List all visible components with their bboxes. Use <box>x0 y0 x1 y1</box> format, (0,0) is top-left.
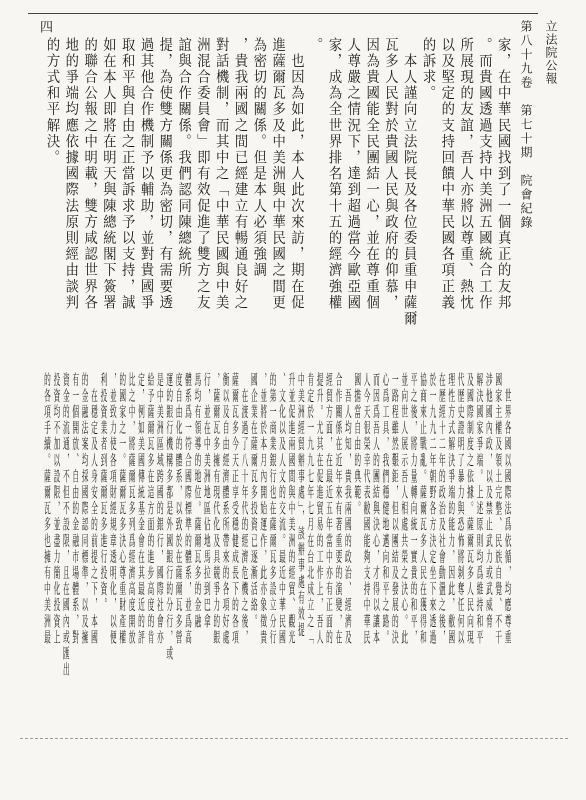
text-column: 世界各國以國際法爲依循，均應尊重 <box>503 372 512 646</box>
text-column: 以及堅定的支持回饋中華民國各項正義 <box>439 37 454 311</box>
text-column: 涉他國內政，以及禁止武力或武威脅 <box>484 372 493 630</box>
text-column: 過其他合作機制予以輔助，並對貴國爭 <box>138 37 153 311</box>
text-column: 運的銀行機構多都是外國銀行的分行，或 <box>165 372 173 662</box>
text-column: 的各項手續。薩爾瓦多也擁有中美洲最 <box>43 372 51 646</box>
text-column: 經貿方面，在最近五年當中亦有正面的 <box>325 372 333 646</box>
text-column: 資金的流通，不但不設限，且在國內或匯出 <box>61 372 70 678</box>
text-column: 而因爲吾人的團結與決心，才得以讓本 <box>372 372 380 646</box>
text-column: 的金融法案均採國際認同標準，以及擁 <box>80 372 89 646</box>
text-column: 及國際制度之依據。薩爾瓦多人民向現 <box>466 372 474 646</box>
text-column: 在穩定及人身安全的前提之下，本國 <box>90 372 98 646</box>
text-column: 體系爲一符合國際標準的體系，並爲高 <box>184 372 192 646</box>
text-column: 定，例如美國傳統基金會在其最近的評 <box>137 372 145 646</box>
publication-title: 立法院公報 <box>544 20 558 85</box>
text-column: 心爲工具，我們穩健地邁向和平之路。 <box>381 372 389 646</box>
text-column: ，貴我兩國之間已經建立有暢通良好之 <box>232 37 247 311</box>
body-text-lower <box>42 372 512 752</box>
text-column: 衡以及自由經濟體系所帶來的各項好處 <box>221 372 230 646</box>
text-column: 於一九九二年朝野各方決定坐下來透過 <box>428 372 436 646</box>
text-column: 人今天很榮幸代表敝國能夠支持中華民 <box>362 372 371 646</box>
text-column: 一路程雖然艱鉅，但以團結及發展的決 <box>390 372 399 646</box>
text-column: 如在本人即將在明天與陳總統閣下簽署 <box>100 37 116 311</box>
text-column: 所展現的友誼，吾人亦將以尊重、熱忱 <box>457 37 473 311</box>
text-column: 有一個開放、自由的金融市場體系，對 <box>71 372 79 646</box>
text-column: 的訴求。 <box>420 37 435 102</box>
text-column: ，並將於本月內開始運作，此亦象徵貴 <box>259 372 267 646</box>
text-column: 比之中，將薩爾瓦多列爲經濟高度開放 <box>127 372 136 646</box>
text-column: 為密切的關係。但是本人必須強調 <box>251 37 266 279</box>
text-column: 平之後，將力量轉向統一實貴的和平， <box>409 372 418 646</box>
text-column: 升並促進兩國間與中美洲的經貿、觀光 <box>287 372 295 646</box>
body-text-upper <box>42 37 512 367</box>
text-column: 肯定於一九九七年七月在台北成立之「 <box>306 372 314 646</box>
text-column: 洲混合委員會」即有效促進了雙方之友 <box>194 37 210 311</box>
text-column: 吾人均知，貴我兩國的政治、經濟及 <box>343 372 352 646</box>
text-column: 理性方式解決爭端的能力，因此，敝國 <box>447 372 455 646</box>
header-rule <box>28 13 538 14</box>
text-column: 行，並在中美洲地區佔地馬拉到巴拿 <box>202 372 211 630</box>
text-column: 國企業在薩爾瓦多投資已逐漸活絡。 <box>249 372 258 630</box>
text-column: 因為貴國能全民團結一心，並在尊重個 <box>363 37 379 311</box>
text-column: 本人謹向立法院長及各位委員重申薩爾 <box>401 37 417 327</box>
text-column: 國擔當自由的典範。 <box>353 372 361 517</box>
text-column: 利投資業者到薩爾瓦多進行投資。 <box>99 372 107 614</box>
text-column: 代歷史證明了暴力與恐怖將剝奪任何以 <box>456 372 465 646</box>
text-column: 的聯合公報之中明載，雙方咸認世界各 <box>81 37 97 311</box>
text-column: 解決國家爭端。上述原則均爲維持和平 <box>475 372 483 646</box>
text-column: 投資均不加以設限，並盡力簡化投資上 <box>52 372 60 646</box>
text-column: 是中美洲區域跨國的銀行，國際社會亦 <box>155 372 164 646</box>
text-column: 的方式和平解決。 <box>44 37 59 166</box>
text-column: ，薩爾瓦多擁有現代化及具競爭力的銀 <box>212 372 220 646</box>
text-column: 中美洲經貿辦事處」，該辦事處有效提 <box>296 372 305 639</box>
text-column: 在歷經十二年的政治及社會動盪之後， <box>437 372 446 646</box>
text-column: 家，在中華民國找到了一個真正的友邦 <box>495 37 511 311</box>
text-column: 。 <box>307 37 323 54</box>
text-column: 度自由化的體系，以致於在薩爾瓦多營 <box>174 372 183 646</box>
text-column: 誼與合作關係。我們認同陳總統所 <box>175 37 191 279</box>
text-column: 人尊嚴之情況下，達到超過當今歐亞國 <box>345 37 360 311</box>
text-column: 瓦多人民對於貴國人民與政府的仰慕， <box>382 37 398 311</box>
text-column: 薩爾瓦多今天正享受穩健成長下的各項 <box>231 372 239 646</box>
text-column: 進薩爾瓦多及中美洲與中華民國之間更 <box>269 37 285 311</box>
text-column: 在渡過了八十年代的經濟危機之後， <box>240 372 248 646</box>
text-column: 地的爭端均應依據國際法原則經由談判 <box>63 37 78 311</box>
text-column: 協商來止戰亂。薩爾瓦多人民在獲得和 <box>419 372 427 646</box>
text-column: 合作關係在近年來有著重要的演變，在 <box>334 372 342 646</box>
text-column: 家，成為全世界排名第十五的經濟強權 <box>326 37 341 311</box>
text-column: 國家主權及領土完整、民族自覺、不干 <box>494 372 502 646</box>
text-column: 提升。尤其在促進貿易的工作上，吾人 <box>315 372 324 646</box>
text-column: 。而貴國透過支持中美洲五國統合工作 <box>476 37 492 311</box>
text-column: 也因為如此，本人此次來訪，期在促 <box>288 37 304 311</box>
text-column: 並向世人展示吾人相處共榮之決心。此 <box>400 372 408 646</box>
text-column: 馬均有領導的地位。薩爾瓦多的金融 <box>193 372 201 630</box>
page-number: 四 <box>37 20 52 34</box>
text-column: 取和平與自由之正當訴求予以支持，誠 <box>119 37 135 311</box>
issue-info: 第八十九卷 第七十期 院會紀錄 <box>519 20 533 230</box>
text-column: 、文化以及人文的交流。最近中華民國 <box>278 372 286 646</box>
text-column: 的第一商業銀行也在薩爾瓦多設立分行 <box>268 372 277 646</box>
text-column: 提，為使雙方關係更為密切，有需要透 <box>157 37 172 311</box>
text-column: ，並致力使各項財經規章透明化，以便 <box>108 372 117 646</box>
text-column: 給予薩爾瓦多在這方面的進步高度的肯 <box>146 372 154 646</box>
text-column: 的國家之一。薩爾瓦多決心尊重財產權 <box>118 372 126 646</box>
text-column: 對話機制，而其中之「中華民國與中美 <box>213 37 229 311</box>
